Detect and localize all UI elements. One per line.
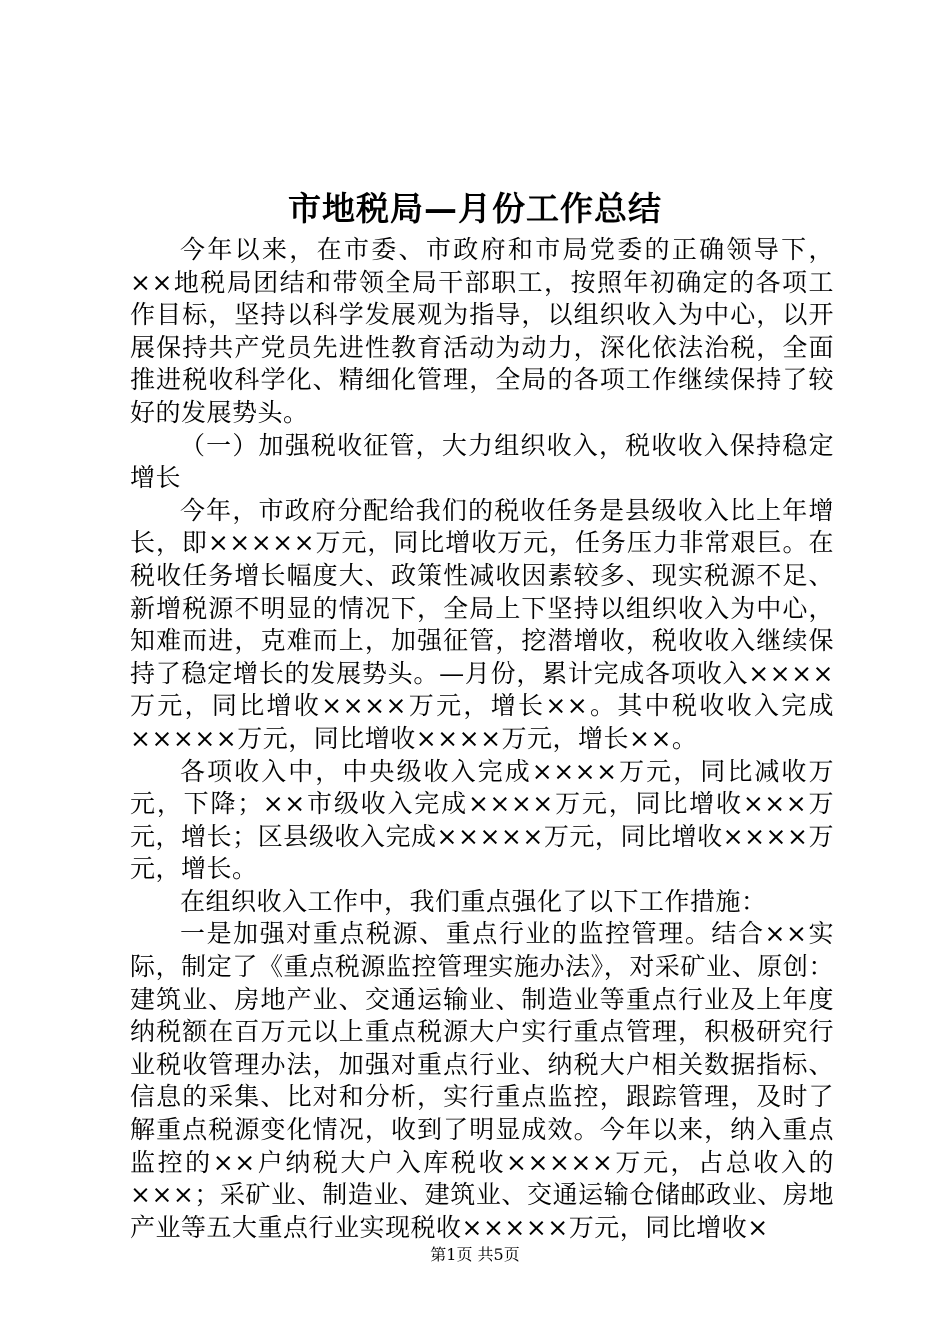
paragraph-measure-1: 一是加强对重点税源、重点行业的监控管理。结合××实际，制定了《重点税源监控管理实施办法》，对采矿业、原创：建筑业、房地产业、交通运输业、制造业等重点行业及上年度纳税额在百万元以上重点税源大户实行重点管理，积极研究行业税收管理办法，加强对重点行业、纳税大户相关数据指标、信息的采集、比对和分析，实行重点监控，跟踪管理，及时了解重点税源变化情况，收到了明显成效。今年以来，纳入重点监控的××户纳税大户入库税收×××××万元，占总收入的×××；采矿业、制造业、建筑业、交通运输仓储邮政业、房地产业等五大重点行业实现税收×××××万元，同比增收× bbox=[130, 919, 834, 1242]
document-title: 市地税局—月份工作总结 bbox=[288, 189, 662, 228]
paragraph-revenue-breakdown: 各项收入中，中央级收入完成××××万元，同比减收万元，下降；××市级收入完成××××万元，同比增收×××万元，增长；区县级收入完成×××××万元，同比增收××××万元，增长。 bbox=[130, 756, 834, 884]
document-body bbox=[130, 234, 834, 1244]
paragraph-tax-task: 今年，市政府分配给我们的税收任务是县级收入比上年增长，即×××××万元，同比增收万元，任务压力非常艰巨。在税收任务增长幅度大、政策性减收因素较多、现实税源不足、新增税源不明显的情况下，全局上下坚持以组织收入为中心，知难而进，克难而上，加强征管，挖潜增收，税收收入继续保持了稳定增长的发展势头。—月份，累计完成各项收入××××万元，同比增收××××万元，增长××。其中税收收入完成×××××万元，同比增收××××万元，增长××。 bbox=[130, 495, 834, 753]
paragraph-measures-intro: 在组织收入工作中，我们重点强化了以下工作措施： bbox=[180, 886, 767, 916]
paragraph-intro: 今年以来，在市委、市政府和市局党委的正确领导下，××地税局团结和带领全局干部职工，按照年初确定的各项工作目标，坚持以科学发展观为指导，以组织收入为中心，以开展保持共产党员先进性教育活动为动力，深化依法治税，全面推进税收科学化、精细化管理，全局的各项工作继续保持了较好的发展势头。 bbox=[130, 235, 834, 427]
section-heading-1: （一）加强税收征管，大力组织收入，税收收入保持稳定增长 bbox=[130, 430, 834, 493]
page-footer: 第1页 共5页 bbox=[430, 1245, 520, 1264]
